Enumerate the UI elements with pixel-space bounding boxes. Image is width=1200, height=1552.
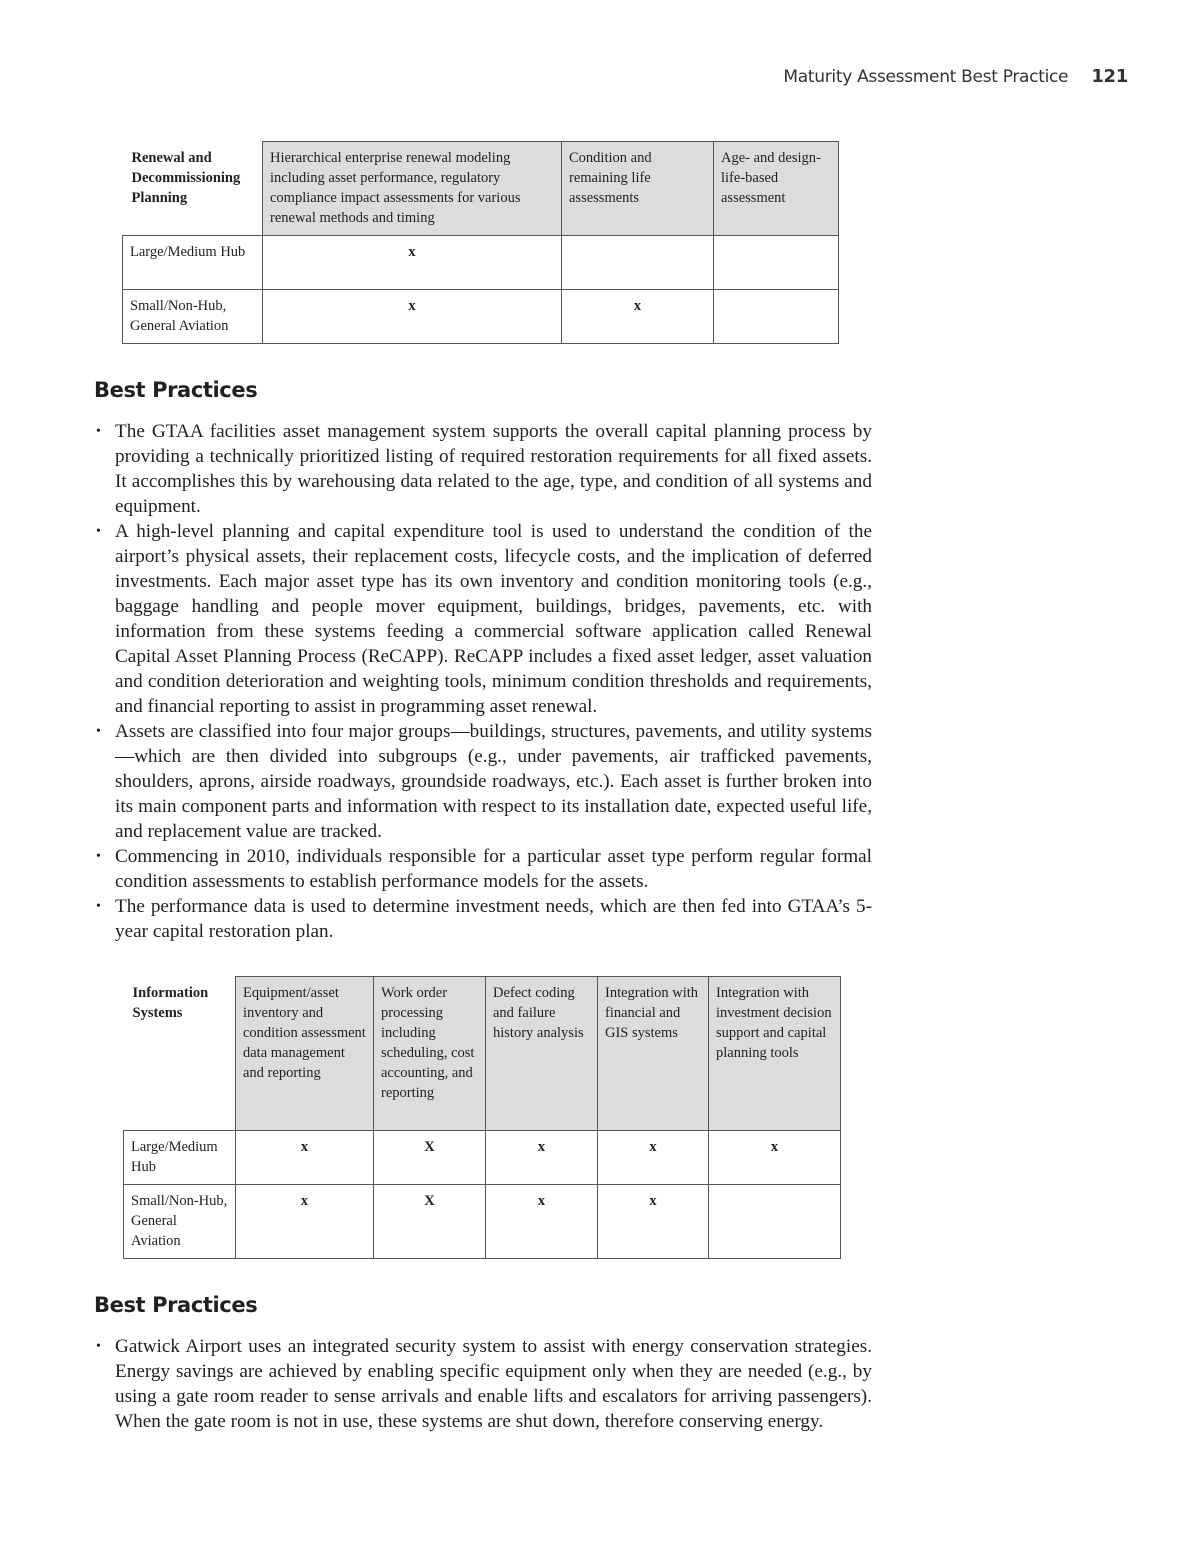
table-cell: x [236,1131,374,1185]
column-header: Work order processing including scheduling, cost accounting, and reporting [374,977,486,1131]
table-row [123,290,839,344]
list-item-text: The GTAA facilities asset management system supports the overall capital planning process by providing a technically prioritized listing of required restoration requirements for all fixed assets. It accomplishes this by warehousing data related to the age, type, and condition of all systems and equipment. [115,421,872,517]
column-header: Condition and remaining life assessments [562,142,714,236]
bullet-icon: • [96,524,101,539]
renewal-decommissioning-table [122,141,839,344]
table-cell: x [486,1185,598,1259]
table-cell [714,290,839,344]
list-item-text: Commencing in 2010, individuals responsible for a particular asset type perform regular formal condition assessments to establish performance models for the assets. [115,846,872,892]
list-item-text: The performance data is used to determine investment needs, which are then fed into GTAA’s 5-year capital restoration plan. [115,896,872,942]
table-cell: x [598,1185,709,1259]
bullet-icon: • [96,899,101,914]
row-label: Large/Medium Hub [123,236,263,290]
column-header: Integration with investment decision support and capital planning tools [709,977,841,1131]
running-head [783,66,1128,87]
bullet-icon: • [96,1339,101,1354]
table-cell [709,1185,841,1259]
list-item [94,719,872,844]
column-header: Age- and design-life-based assessment [714,142,839,236]
section-heading: Best Practices [94,378,258,402]
list-item-text: Assets are classified into four major groups—buildings, structures, pavements, and utility systems—which are then divided into subgroups (e.g., under pavements, air trafficked pavements, shoulders, aprons, airside roadways, groundside roadways, etc.). Each asset is further broken into its main component parts and information with respect to its installation date, expected useful life, and replacement value are tracked. [115,721,872,842]
row-label: Large/Medium Hub [124,1131,236,1185]
table-cell: x [236,1185,374,1259]
column-header: Integration with financial and GIS systems [598,977,709,1131]
table-row [124,1131,841,1185]
list-item-text: Gatwick Airport uses an integrated security system to assist with energy conservation strategies. Energy savings are achieved by enabling specific equipment only when they are needed (e.g., by using a gate room reader to sense arrivals and enable lifts and escalators for arriving passengers). When the gate room is not in use, these systems are shut down, therefore conserving energy. [115,1336,872,1432]
column-header: Defect coding and failure history analysis [486,977,598,1131]
row-label: Small/Non-Hub, General Aviation [124,1185,236,1259]
best-practices-list [94,419,872,944]
list-item [94,419,872,519]
table-row [123,236,839,290]
list-item [94,844,872,894]
table-cell: x [263,236,562,290]
page-number: 121 [1091,66,1128,87]
bullet-icon: • [96,849,101,864]
table-cell: x [486,1131,598,1185]
bullet-icon: • [96,724,101,739]
best-practices-list [94,1334,872,1434]
table-corner-label: Renewal and Decommissioning Planning [131,149,241,206]
table-cell: x [562,290,714,344]
row-label: Small/Non-Hub, General Aviation [123,290,263,344]
table-header-row [123,142,839,236]
table-cell: X [374,1131,486,1185]
table-row [124,1185,841,1259]
bullet-icon: • [96,424,101,439]
list-item [94,894,872,944]
table-corner-label: Information Systems [132,984,209,1021]
table-cell: x [709,1131,841,1185]
list-item [94,1334,872,1434]
table-header-row [124,977,841,1131]
column-header: Equipment/asset inventory and condition assessment data management and reporting [236,977,374,1131]
table-cell: x [263,290,562,344]
table-cell: x [598,1131,709,1185]
table-cell [714,236,839,290]
running-head-title: Maturity Assessment Best Practice [783,67,1069,87]
list-item-text: A high-level planning and capital expenditure tool is used to understand the condition of the airport’s physical assets, their replacement costs, lifecycle costs, and the implication of deferred investments. Each major asset type has its own inventory and condition monitoring tools (e.g., baggage handling and people mover equipment, buildings, bridges, pavements, etc. with information from these systems feeding a commercial software application called Renewal Capital Asset Planning Process (ReCAPP). ReCAPP includes a fixed asset ledger, asset valuation and condition deterioration and weighting tools, minimum condition thresholds and requirements, and financial reporting to assist in programming asset renewal. [115,521,872,717]
table-cell: X [374,1185,486,1259]
column-header: Hierarchical enterprise renewal modeling including asset performance, regulatory compliance impact assessments for various renewal methods and timing [263,142,562,236]
list-item [94,519,872,719]
information-systems-table [123,976,841,1259]
section-heading: Best Practices [94,1293,258,1317]
table-cell [562,236,714,290]
